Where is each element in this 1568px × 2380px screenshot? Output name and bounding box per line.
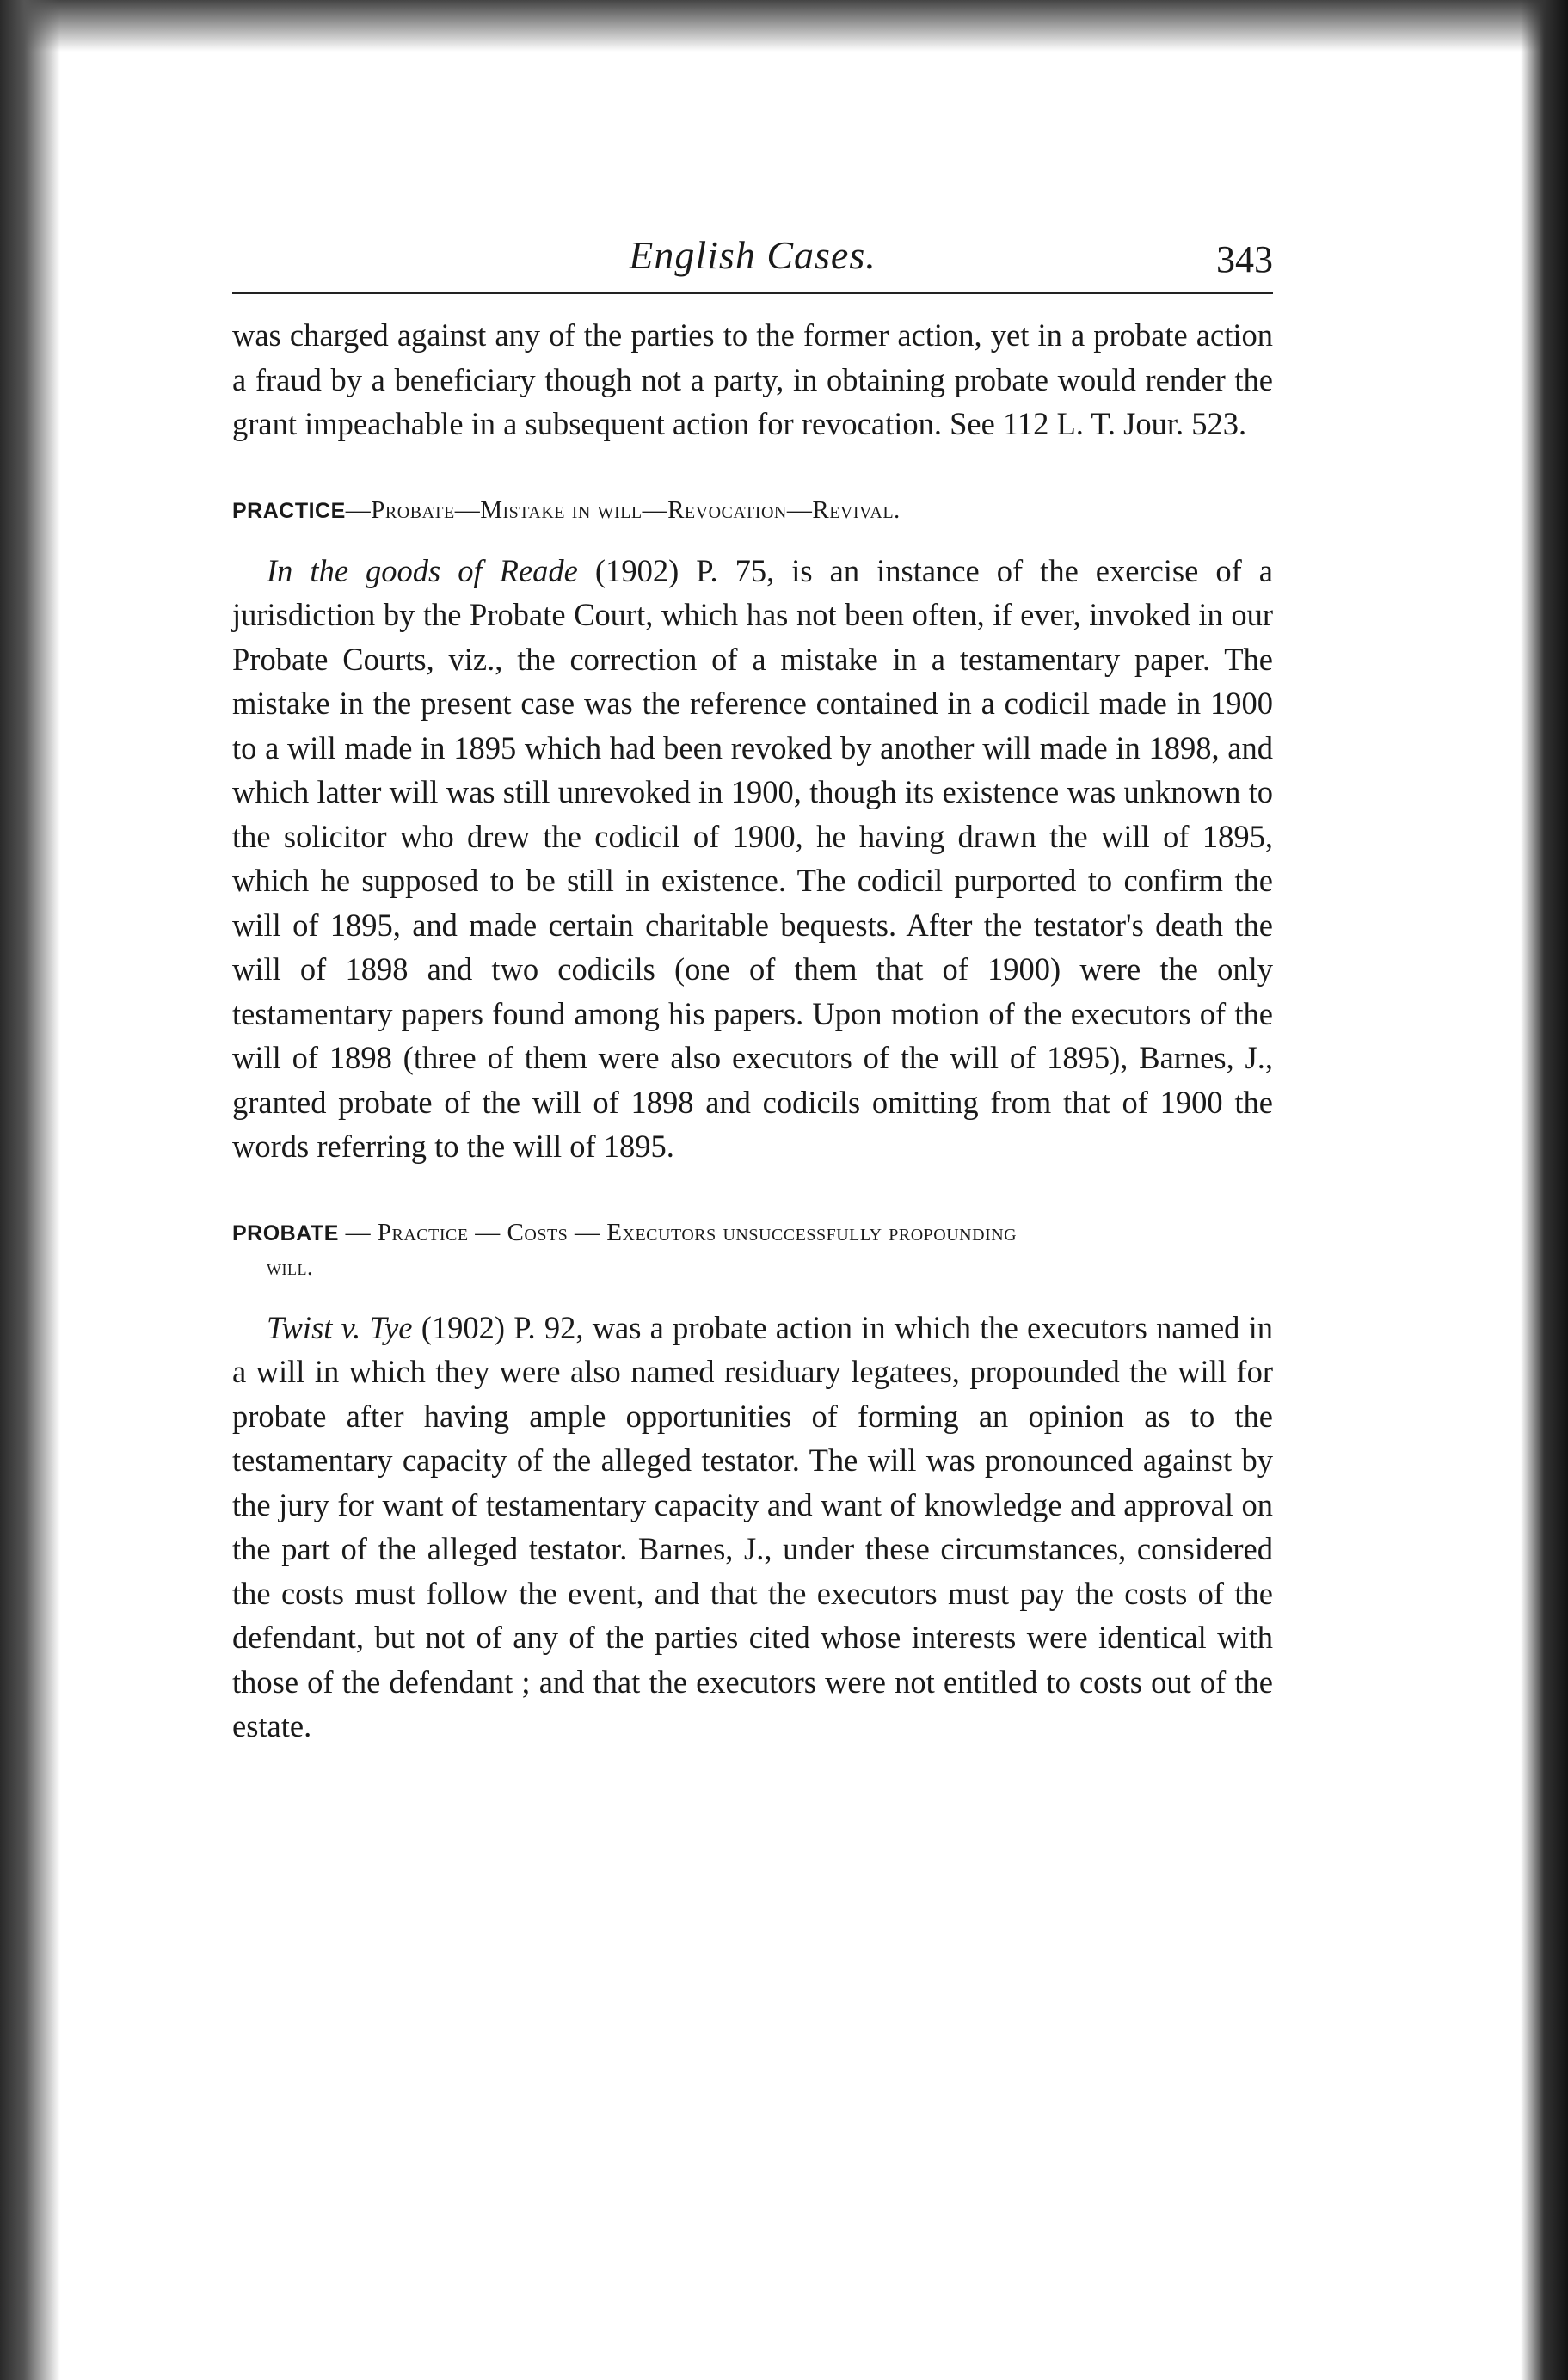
paragraph-twist bbox=[232, 1306, 1273, 1749]
section-heading-probate bbox=[232, 1215, 1273, 1285]
heading-continuation: will. bbox=[267, 1254, 313, 1280]
heading-rest: — Practice — Costs — Executors unsuccessfully propounding bbox=[338, 1218, 1018, 1246]
case-name-twist: Twist v. Tye bbox=[267, 1309, 413, 1345]
paragraph-continuation: was charged against any of the parties to the former action, yet in a probate action a fraud by a beneficiary though not a party, in obtaining probate would render the grant impeachable in a subsequent action for revocation. See 112 L. T. Jour. 523. bbox=[232, 317, 1273, 441]
heading-lead: PRACTICE bbox=[232, 498, 346, 523]
heading-rest: —Probate—Mistake in will—Revocation—Revival. bbox=[345, 495, 901, 524]
book-page bbox=[232, 232, 1273, 1749]
running-head bbox=[232, 232, 1273, 294]
scan-edge-left bbox=[0, 0, 60, 2380]
paragraph-reade-text: (1902) P. 75, is an instance of the exercise of a jurisdiction by the Probate Court, which has not been often, if ever, invoked in our Probate Courts, viz., the correction of a mistake in a testamentary paper. The mistake in the present case was the reference contained in a codicil made in 1900 to a will made in 1895 which had been revoked by another will made in 1898, and which latter will was still unrevoked in 1900, though its existence was unknown to the solicitor who drew the codicil of 1900, he having drawn the will of 1895, which he supposed to be still in existence. The codicil purported to confirm the will of 1895, and made certain charitable bequests. After the testator's death the will of 1898 and two codicils (one of them that of 1900) were the only testamentary papers found among his papers. Upon motion of the executors of the will of 1898 (three of them were also executors of the will of 1895), Barnes, J., granted probate of the will of 1898 and codicils omitting from that of 1900 the words referring to the will of 1895. bbox=[232, 552, 1273, 1164]
scan-edge-right bbox=[1521, 0, 1568, 2380]
case-name-reade: In the goods of Reade bbox=[267, 552, 578, 588]
scan-edge-top bbox=[0, 0, 1568, 52]
paragraph-twist-text: (1902) P. 92, was a probate action in which the executors named in a will in which they were also named residuary legatees, propounded the will for probate after having ample opportunities of forming an opinion as to the testamentary capacity of the alleged testator. The will was pronounced against by the jury for want of testamentary capacity and want of knowledge and approval on the part of the alleged testator. Barnes, J., under these circumstances, considered the costs must follow the event, and that the executors must pay the costs of the defendant, but not of any of the parties cited whose interests were identical with those of the defendant ; and that the executors were not entitled to costs out of the estate. bbox=[232, 1309, 1274, 1743]
page-number: 343 bbox=[1216, 238, 1273, 280]
paragraph-reade bbox=[232, 549, 1273, 1169]
section-heading-practice bbox=[232, 493, 1273, 528]
heading-lead: PROBATE bbox=[232, 1221, 339, 1245]
running-title: English Cases. bbox=[629, 233, 876, 277]
